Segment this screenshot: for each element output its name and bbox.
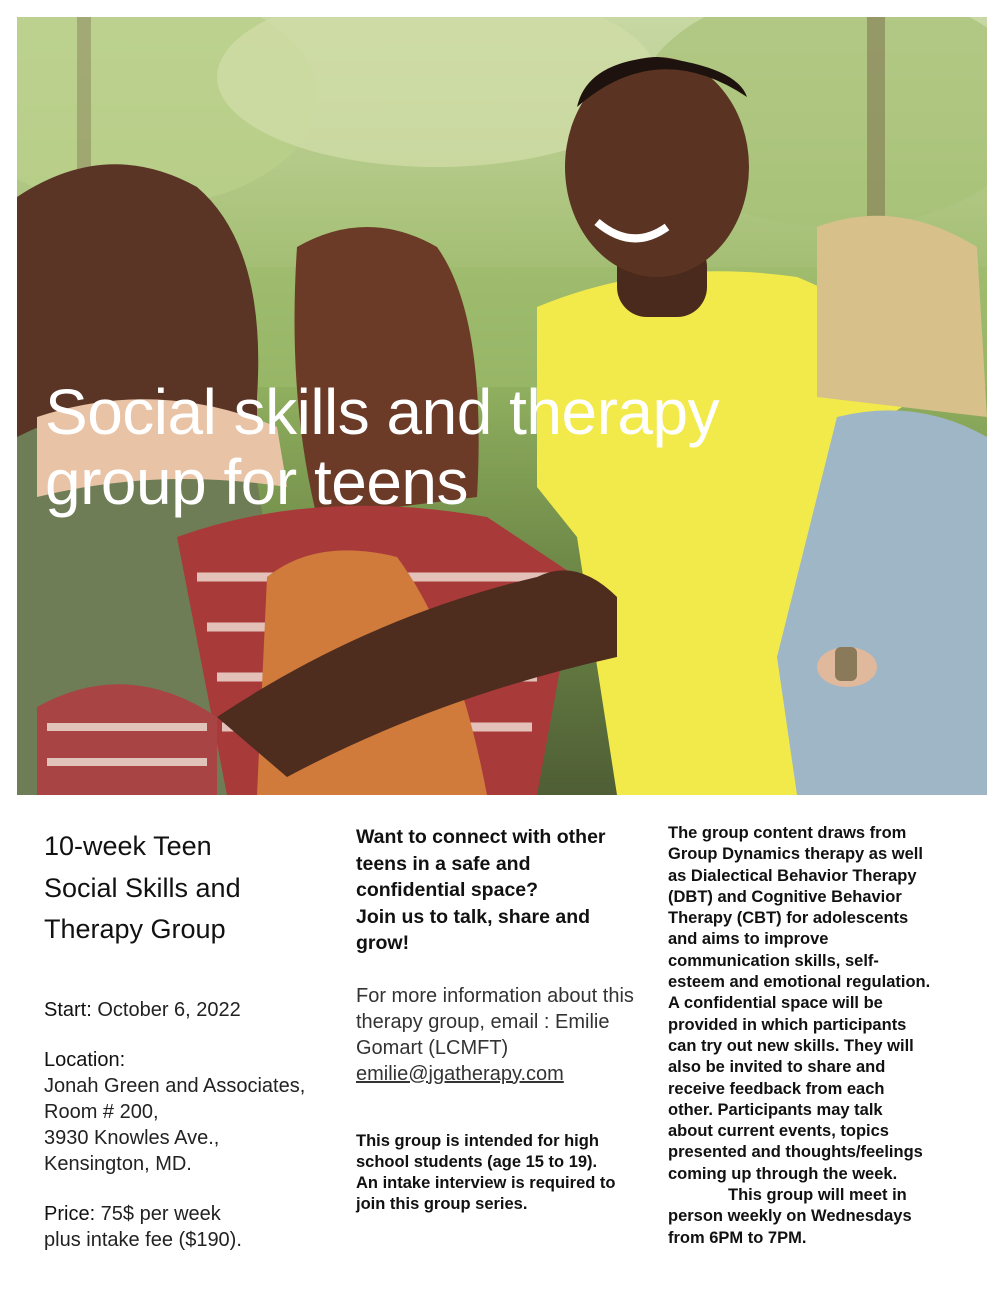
hero-title	[45, 377, 865, 517]
note-line1: This group is intended for high	[356, 1131, 599, 1150]
location-label: Location:	[44, 1048, 126, 1071]
desc-line: can try out new skills. They will	[668, 1036, 914, 1055]
price-line2: plus intake fee ($190).	[44, 1228, 242, 1251]
desc-line: (DBT) and Cognitive Behavior	[668, 887, 902, 906]
email-link[interactable]: emilie@jgatherapy.com	[356, 1062, 564, 1085]
hero-title-line1: Social skills and therapy	[45, 376, 720, 448]
location-line3: 3930 Knowles Ave.,	[44, 1126, 220, 1149]
desc-line: The group content draws from	[668, 824, 907, 842]
schedule-line2: person weekly on Wednesdays	[668, 1207, 912, 1226]
location-line1: Jonah Green and Associates,	[44, 1074, 306, 1097]
location-line4: Kensington, MD.	[44, 1152, 192, 1175]
group-heading-line2: Social Skills and	[44, 872, 241, 903]
invite-lead	[356, 824, 656, 957]
schedule-line1: This group will meet in	[728, 1186, 907, 1205]
description-text	[668, 823, 968, 1249]
invite-line3: confidential space?	[356, 879, 539, 901]
desc-line: also be invited to share and	[668, 1058, 886, 1077]
desc-line: A confidential space will be	[668, 994, 883, 1013]
location-block	[44, 1047, 334, 1177]
invite-line5: grow!	[356, 932, 410, 954]
desc-line: and aims to improve	[668, 930, 829, 949]
group-heading-line3: Therapy Group	[44, 914, 226, 944]
invite-line2: teens in a safe and	[356, 852, 531, 875]
price-value: 75$ per week	[95, 1202, 221, 1225]
group-heading	[44, 826, 334, 951]
desc-line: Therapy (CBT) for adolescents	[668, 909, 909, 928]
desc-line: esteem and emotional regulation.	[668, 973, 931, 992]
desc-line: communication skills, self-	[668, 951, 879, 970]
desc-line: provided in which participants	[668, 1015, 907, 1034]
price-block	[44, 1201, 334, 1253]
desc-line: Group Dynamics therapy as well	[668, 845, 923, 864]
hero-photo	[17, 17, 987, 795]
desc-line: other. Participants may talk	[668, 1100, 883, 1119]
column-invite	[356, 824, 656, 1216]
desc-line: receive feedback from each	[668, 1079, 885, 1098]
desc-line: as Dialectical Behavior Therapy	[668, 866, 917, 885]
group-heading-line1: 10-week Teen	[44, 831, 212, 861]
column-details	[44, 826, 334, 1253]
start-value: October 6, 2022	[91, 998, 241, 1021]
start-date	[44, 997, 334, 1023]
hero-title-line2: group for teens	[45, 446, 468, 518]
note-line3: An intake interview is required to	[356, 1174, 616, 1193]
contact-line3: Gomart (LCMFT)	[356, 1036, 509, 1059]
start-label: Start:	[44, 998, 92, 1021]
contact-line2: therapy group, email : Emilie	[356, 1010, 610, 1033]
note-line4: join this group series.	[356, 1195, 528, 1214]
desc-line: presented and thoughts/feelings	[668, 1143, 923, 1162]
location-line2: Room # 200,	[44, 1100, 159, 1123]
price-label: Price:	[44, 1202, 96, 1225]
desc-line: coming up through the week.	[668, 1164, 898, 1183]
contact-line1: For more information about this	[356, 984, 634, 1007]
desc-line: about current events, topics	[668, 1122, 889, 1141]
invite-line1: Want to connect with other	[356, 826, 606, 848]
column-description	[668, 823, 968, 1249]
schedule-line3: from 6PM to 7PM.	[668, 1228, 807, 1247]
invite-line4: Join us to talk, share and	[356, 905, 591, 928]
note-line2: school students (age 15 to 19).	[356, 1152, 598, 1171]
eligibility-note	[356, 1131, 656, 1216]
contact-info	[356, 983, 656, 1087]
